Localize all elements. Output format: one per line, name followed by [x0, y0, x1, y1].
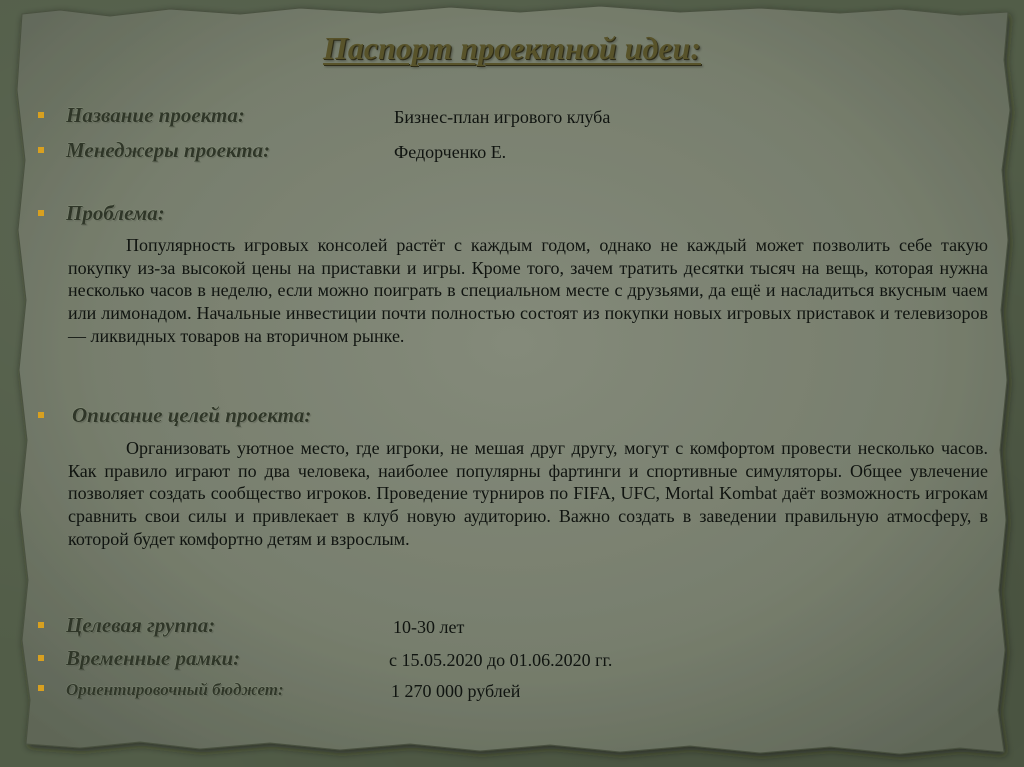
- goals-text: Организовать уютное место, где игроки, не мешая друг другу, могут с комфортом провести несколько часов. Как правило играют по два человека, наиболее популярны фартинги и спортивные симуляторы. Общее увлечение позволяет создать сообщество игроков. Проведение турниров по FIFA, UFC, Mortal Kombat даёт возможность игрокам сравнить свои силы и привлекает в клуб новую аудиторию. Важно создать в заведении правильную атмосферу, в которой будет комфортно детям и взрослым.: [68, 438, 988, 549]
- square-bullet-icon: [38, 112, 44, 118]
- timeframe-label: Временные рамки:: [66, 646, 241, 670]
- target-group-value: 10-30 лет: [393, 617, 465, 637]
- budget-row: [38, 680, 284, 700]
- square-bullet-icon: [38, 685, 44, 691]
- goals-row: [38, 403, 311, 428]
- project-name-row: [38, 103, 245, 128]
- target-group-label: Целевая группа:: [66, 613, 216, 637]
- managers-value: Федорченко Е.: [394, 142, 507, 162]
- budget-label: Ориентировочный бюджет:: [66, 680, 284, 699]
- timeframe-row: [38, 646, 240, 671]
- target-group-row: [38, 613, 215, 638]
- square-bullet-icon: [38, 655, 44, 661]
- problem-row: [38, 201, 165, 226]
- project-name-label: Название проекта:: [66, 103, 245, 127]
- problem-label: Проблема:: [66, 201, 165, 225]
- problem-text: Популярность игровых консолей растёт с каждым годом, однако не каждый может позволить себе такую покупку из-за высокой цены на приставки и игры. Кроме того, зачем тратить десятки тысяч на вещь, которая нужна несколько часов в неделю, если можно поиграть в специальном месте с друзьями, да ещё и насладиться вкусным чаем или лимонадом. Начальные инвестиции почти полностью состоят из покупки новых игровых приставок и телевизоров — ликвидных товаров на вторичном рынке.: [68, 235, 988, 346]
- square-bullet-icon: [38, 210, 44, 216]
- goals-label: Описание целей проекта:: [72, 403, 312, 427]
- timeframe-value: с 15.05.2020 до 01.06.2020 гг.: [389, 650, 613, 670]
- managers-label: Менеджеры проекта:: [66, 138, 271, 162]
- square-bullet-icon: [38, 412, 44, 418]
- slide-title: Паспорт проектной идеи:: [323, 30, 701, 66]
- project-name-value: Бизнес-план игрового клуба: [394, 107, 611, 127]
- square-bullet-icon: [38, 147, 44, 153]
- managers-row: [38, 138, 270, 163]
- square-bullet-icon: [38, 622, 44, 628]
- budget-value: 1 270 000 рублей: [391, 681, 521, 701]
